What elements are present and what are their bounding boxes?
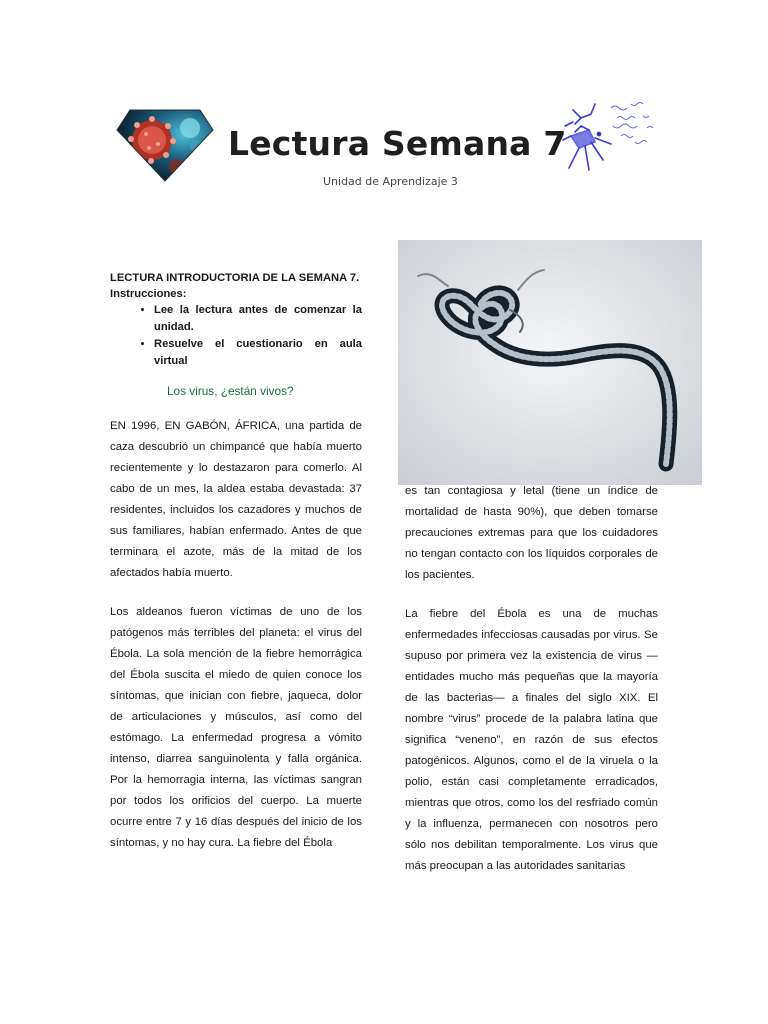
body-paragraph: es tan contagiosa y letal (tiene un índice de mortalidad de hasta 90%), que deben tomarse precauciones extremas para que los cuidadores no tengan contacto con los líquidos corporales de los pacientes. [405, 485, 658, 581]
page-title: Lectura Semana 7 [228, 124, 567, 163]
section-title: Los virus, ¿están vivos? [167, 384, 294, 398]
instruction-item: • Lee la lectura antes de comenzar la unidad. [154, 302, 362, 336]
instructions-label: Instrucciones: [110, 288, 187, 300]
page-subtitle: Unidad de Aprendizaje 3 [323, 175, 458, 188]
body-paragraph: Los aldeanos fueron víctimas de uno de los patógenos más terribles del planeta: el virus del Ébola. La sola mención de la fiebre hemorrágica del Ébola suscita el miedo de quien conoce los síntomas, que inician con fiebre, jaqueca, dolor de articulaciones y músculos, así como del estómago. La enfermedad progresa a vómito intenso, diarrea sanguinolenta y falla orgánica. Por la hemorragia interna, las víctimas sangran por todos los orificios del cuerpo. La muerte ocurre entre 7 y 16 días después del inicio de los síntomas, y no hay cura. La fiebre del Ébola [110, 606, 362, 849]
right-column [405, 481, 658, 877]
instructions-list [110, 302, 362, 370]
virus-sketch-icon [555, 96, 665, 186]
virus-gem-logo-icon [116, 108, 214, 182]
intro-heading: LECTURA INTRODUCTORIA DE LA SEMANA 7. [110, 272, 360, 284]
ebola-virus-micrograph [398, 240, 702, 485]
instruction-item: • Resuelve el cuestionario en aula virtual [154, 336, 362, 370]
body-paragraph: EN 1996, EN GABÓN, ÁFRICA, una partida de caza descubrió un chimpancé que había muerto recientemente y lo destazaron para comerlo. Al cabo de un mes, la aldea estaba devastada: 37 residentes, incluidos los cazadores y muchos de sus familiares, habían enfermado. Antes de que terminara el azote, más de la mitad de los afectados había muerto. [110, 420, 362, 579]
left-column [110, 270, 362, 854]
body-paragraph: La fiebre del Ébola es una de muchas enfermedades infecciosas causadas por virus. Se supuso por primera vez la existencia de virus —entidades mucho más pequeñas que la mayoría de las bacterias— a finales del siglo XIX. El nombre “virus” procede de la palabra latina que significa “veneno”, en razón de sus efectos patogénicos. Algunos, como el de la viruela o la polio, están casi completamente erradicados, mientras que otros, como los del resfriado común y la influenza, permanecen con nosotros pero sólo nos debilitan temporalmente. Los virus que más preocupan a las autoridades sanitarias [405, 608, 658, 872]
